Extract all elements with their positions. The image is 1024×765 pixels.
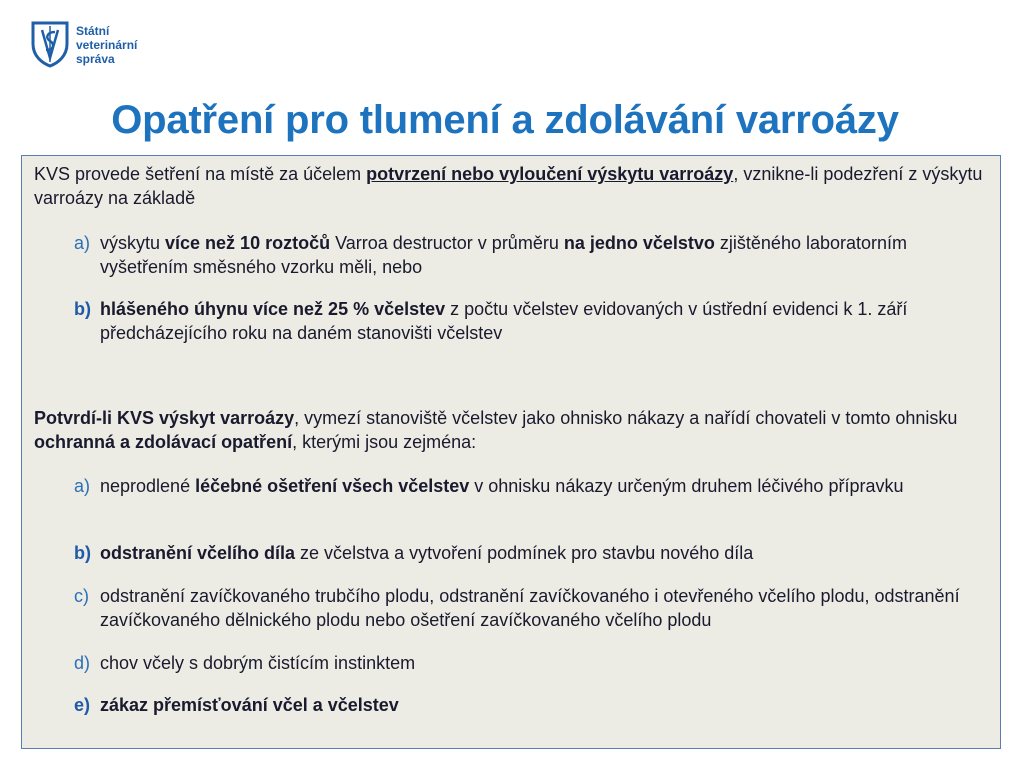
page-title: Opatření pro tlumení a zdolávání varroázy [111, 98, 899, 142]
item-bold: zákaz přemísťování včel a včelstev [100, 695, 399, 715]
list-marker: e) [74, 695, 91, 715]
list-marker: a) [74, 476, 91, 496]
item-bold: léčebné ošetření všech včelstev [195, 476, 470, 496]
list2-item-a [74, 474, 984, 498]
item-text: zjištěného laboratorním vyšetřením směsného vzorku měli, nebo [100, 233, 908, 277]
intro-paragraph [34, 162, 984, 210]
second-text-1: , vymezí stanoviště včelstev jako ohnisko nákazy a nařídí chovateli v tomto ohnisku [294, 408, 958, 428]
second-bold-2: ochranná a zdolávací opatření [34, 432, 293, 452]
second-bold-1: Potvrdí-li KVS výskyt varroázy [34, 408, 295, 428]
list-marker: b) [74, 543, 91, 563]
second-text-2: , kterými jsou zejména: [292, 432, 477, 452]
item-bold: na jedno včelstvo [563, 233, 715, 253]
item-bold: více než 10 roztočů [165, 233, 331, 253]
item-text: odstranění zavíčkovaného trubčího plodu, odstranění zavíčkovaného i otevřeného včelího plodu, odstranění zavíčkovaného dělnického plodu nebo ošetření zavíčkovaného včelího plodu [100, 586, 960, 630]
intro-text-1: KVS provede šetření na místě za účelem [34, 164, 367, 184]
item-text: Varroa destructor v průměru [330, 233, 564, 253]
item-text: ze včelstva a vytvoření podmínek pro stavbu nového díla [295, 543, 754, 563]
logo-line-3: správa [76, 52, 115, 66]
logo-line-1: Státní [76, 24, 110, 38]
logo-text [76, 24, 137, 66]
intro-underlined: potvrzení nebo vyloučení výskytu varroázy [366, 164, 734, 184]
list-marker: b) [74, 299, 91, 319]
list2-item-e [74, 693, 984, 717]
list2-item-c [74, 584, 984, 632]
list-marker: a) [74, 233, 91, 253]
item-text: chov včely s dobrým čistícím instinktem [100, 653, 416, 673]
logo-line-2: veterinární [76, 38, 138, 52]
intro-text-2: , vznikne-li podezření z výskytu varroázy na základě [34, 164, 983, 208]
item-bold: odstranění včelího díla [100, 543, 296, 563]
second-paragraph [34, 406, 984, 454]
shield-logo-icon [30, 20, 70, 68]
list-marker: c) [74, 586, 89, 606]
list2-item-b [74, 541, 984, 565]
list2-item-d [74, 651, 984, 675]
list-marker: d) [74, 653, 91, 673]
content-box [21, 155, 1001, 749]
item-text: z počtu včelstev evidovaných v ústřední evidenci k 1. září předcházejícího roku na daném stanovišti včelstev [100, 299, 908, 343]
item-text: v ohnisku nákazy určeným druhem léčivého přípravku [469, 476, 904, 496]
item-bold: hlášeného úhynu více než 25 % včelstev [100, 299, 446, 319]
item-text: výskytu [100, 233, 166, 253]
list1-item-b [74, 297, 984, 345]
item-text: neprodlené [100, 476, 196, 496]
list1-item-a [74, 231, 984, 279]
svs-logo [30, 20, 137, 68]
